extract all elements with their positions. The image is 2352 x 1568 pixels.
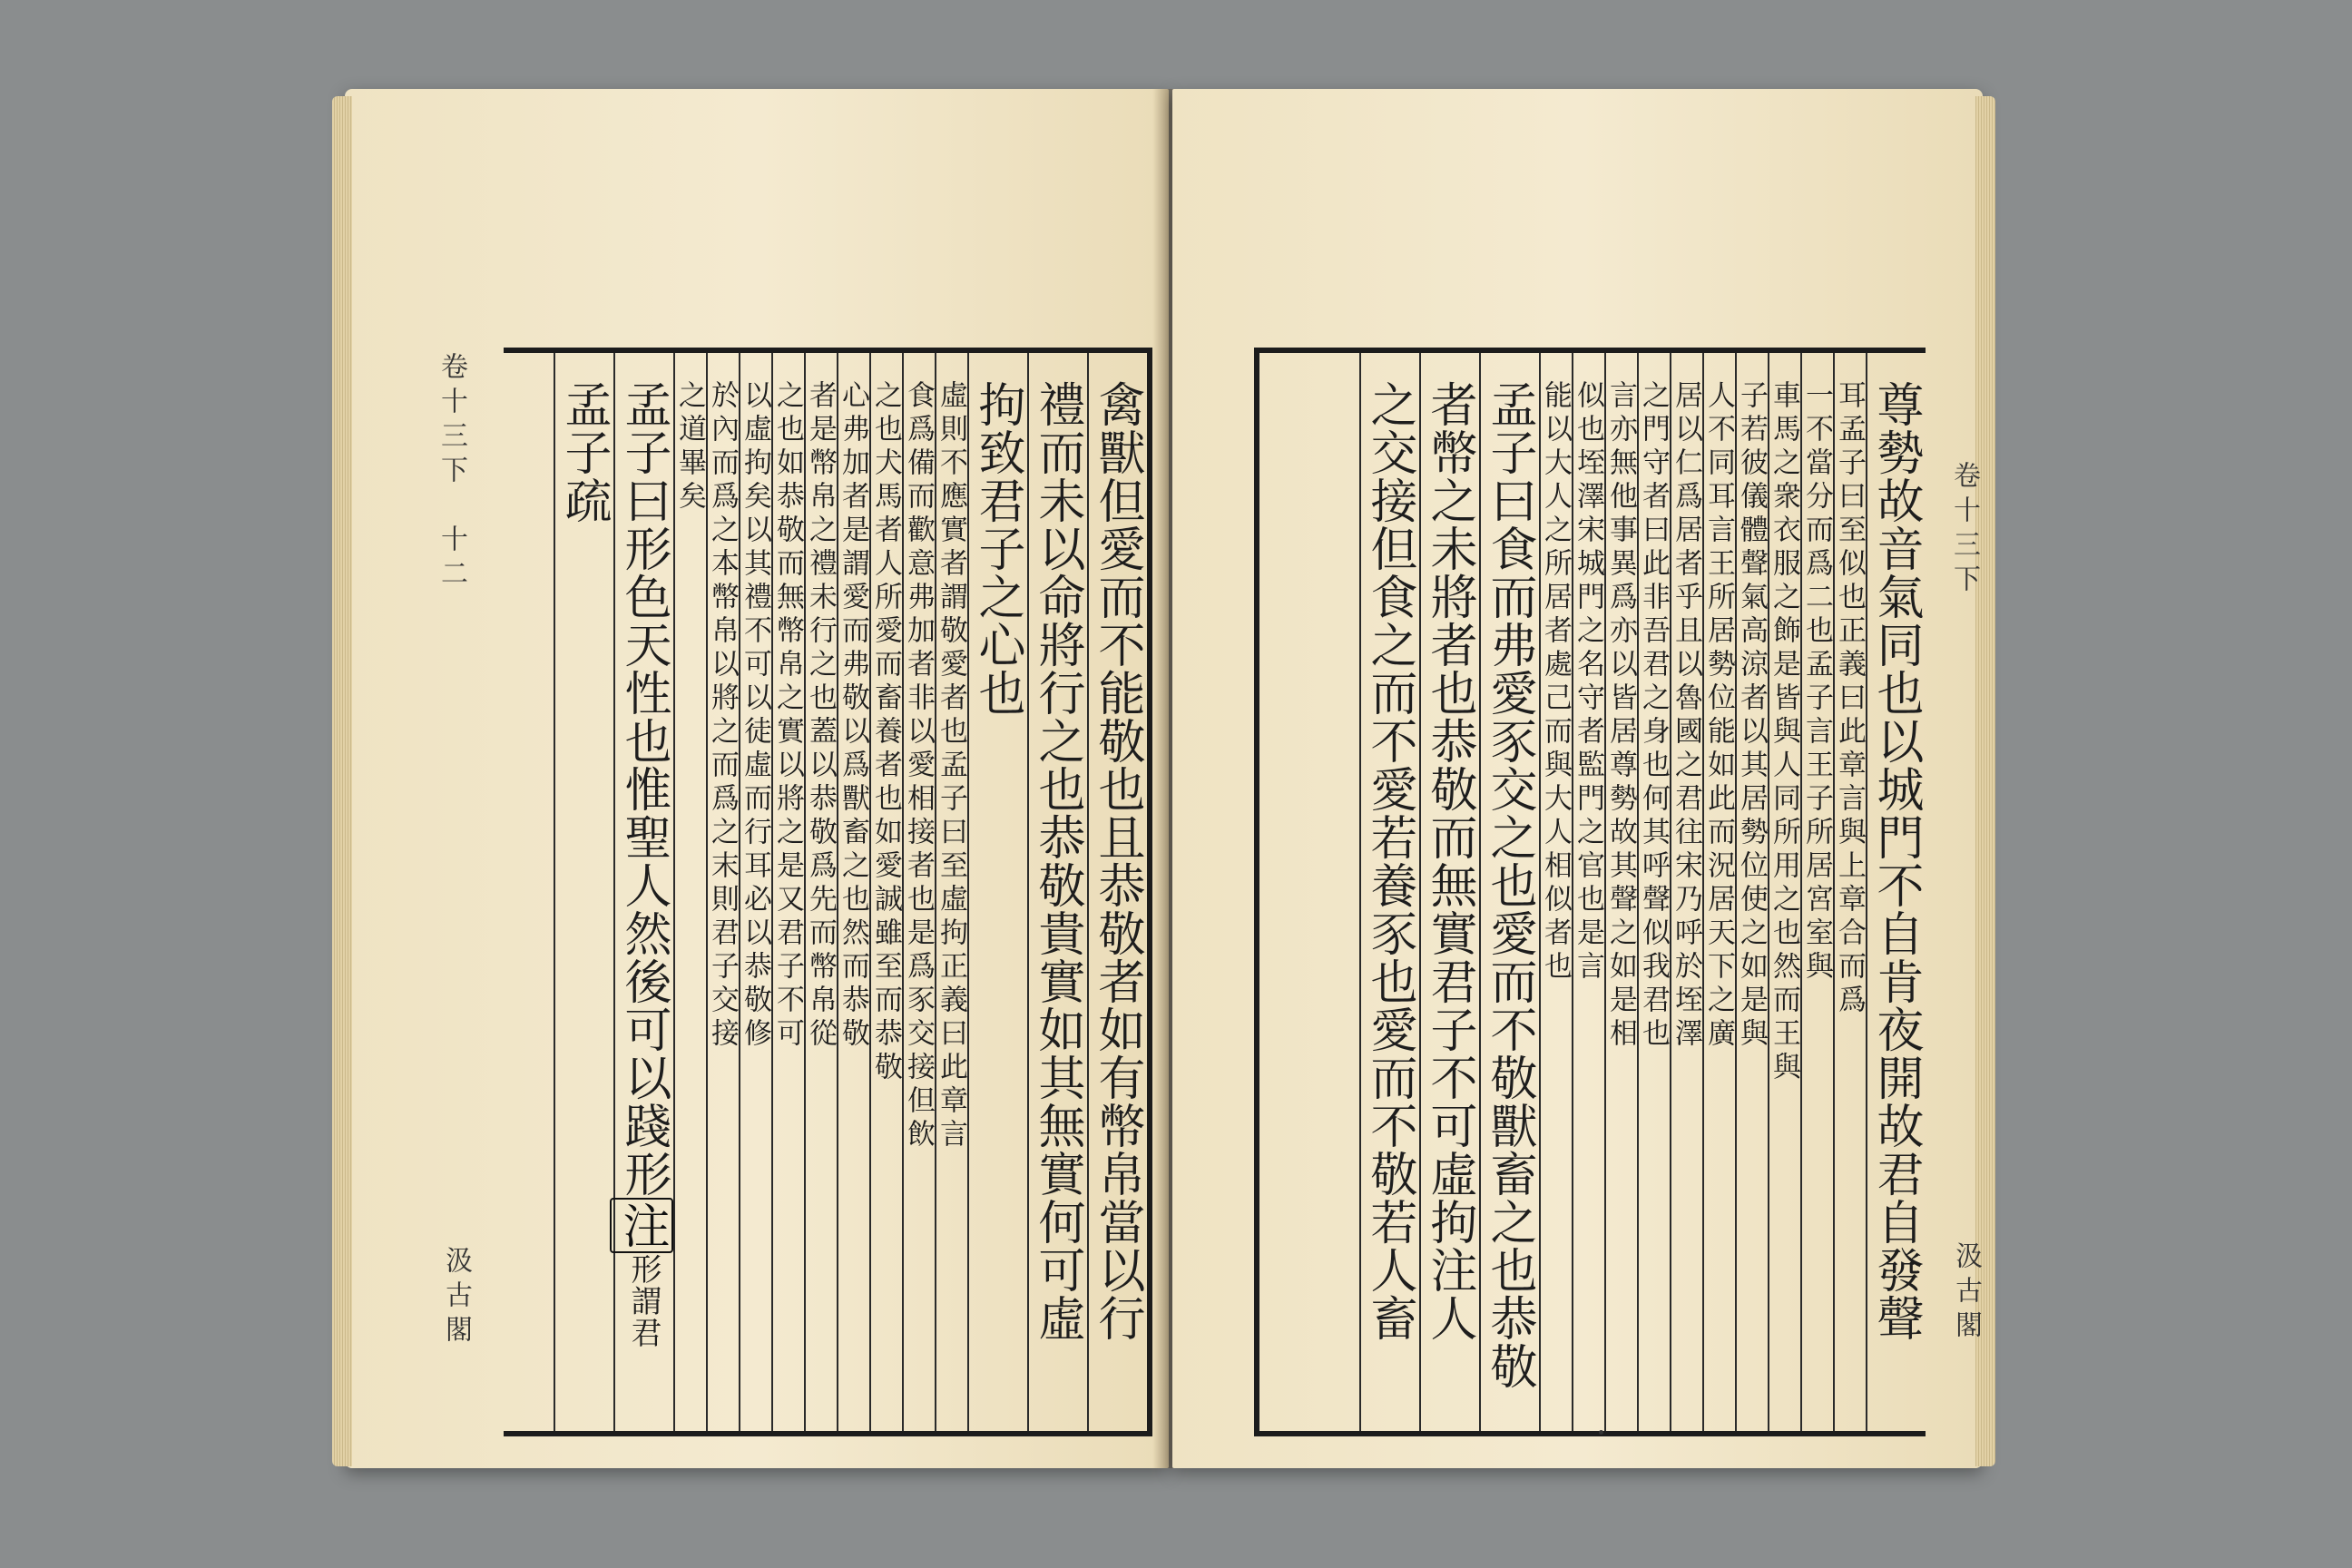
right_page-column-0: 尊勢故音氣同也以城門不自肯夜開故君自發聲 — [1866, 353, 1926, 1431]
right-page — [1172, 89, 1983, 1468]
left_page-column-4: 食爲備而歡意弗加者非以愛相接者也是爲豕交接但飲 — [902, 353, 935, 1431]
left-text-frame — [504, 348, 1152, 1436]
left_page-column-7: 者是幣帛之禮未行之也蓋以恭敬爲先而幣帛從 — [804, 353, 837, 1431]
right_page-column-5: 人不同耳言王所居勢位能如此而況居天下之廣 — [1702, 353, 1735, 1431]
right-text-columns — [1259, 353, 1926, 1431]
left_page-column-2: 拘致君子之心也 — [967, 353, 1027, 1431]
right_page-column-10: 能以大人之所居者處己而與大人相似者也 — [1539, 353, 1572, 1431]
left_page-column-10: 於內而爲之本幣帛以將之而爲之末則君子交接 — [706, 353, 739, 1431]
right-running-head — [1944, 461, 1984, 599]
right_page-column-13: 之交接但食之而不愛若養豕也愛而不敬若人畜 — [1359, 353, 1419, 1431]
right_page-column-3: 車馬之衆衣服之飾是皆與人同所用之也然而王與 — [1768, 353, 1800, 1431]
left-page-edge — [332, 96, 352, 1466]
right_page-column-1: 耳孟子曰至似也正義曰此章言與上章合而爲 — [1833, 353, 1866, 1431]
right_page-column-4: 子若彼儀體聲氣高涼者以其居勢位使之如是與 — [1735, 353, 1768, 1431]
left_page-column-3: 虛則不應實者謂敬愛者也孟子曰至虛拘正義曰此章言 — [935, 353, 967, 1431]
left_page-column-8: 之也如恭敬而無幣帛之實以將之是又君子不可 — [771, 353, 804, 1431]
right_page-column-2: 一不當分而爲二也孟子言王子所居宮室與 — [1800, 353, 1833, 1431]
open-book — [345, 89, 1983, 1482]
right_page-column-11: 孟子曰食而弗愛豕交之也愛而不敬獸畜之也恭敬 — [1479, 353, 1539, 1431]
left_page-column-5: 之也犬馬者人所愛而畜養者也如愛誠雖至而恭敬 — [869, 353, 902, 1431]
left_page-column-12: 孟子曰形色天性也惟聖人然後可以踐形 注 形謂君 — [613, 353, 673, 1431]
left-running-head — [431, 352, 471, 593]
right_page-column-12: 者幣之未將者也恭敬而無實君子不可虛拘注人 — [1419, 353, 1479, 1431]
left-margin-note: 卷十三下 十二 — [436, 352, 467, 593]
ink-speck — [1599, 1430, 1603, 1435]
left-page — [345, 89, 1169, 1468]
right-margin-note: 卷十三下 — [1948, 461, 1980, 599]
annotation-mark: 注 — [610, 1198, 673, 1253]
right_page-column-7: 之門守者曰此非吾君之身也何其呼聲似我君也 — [1637, 353, 1670, 1431]
right_page-column-6: 居以仁爲居者乎且以魯國之君往宋乃呼於垤澤 — [1670, 353, 1702, 1431]
right-publisher-mark: 汲古閣 — [1950, 1241, 1982, 1345]
left-text-columns — [504, 353, 1147, 1431]
left_page-column-1: 禮而未以命將行之也恭敬貴實如其無實何可虛 — [1027, 353, 1087, 1431]
annotation-text: 形謂君 — [625, 1253, 662, 1348]
left_page-column-9: 以虛拘矣以其禮不可以徒虛而行耳必以恭敬修 — [739, 353, 771, 1431]
left_page-column-11: 之道畢矣 — [673, 353, 706, 1431]
left_page-column-0: 禽獸但愛而不能敬也且恭敬者如有幣帛當以行 — [1087, 353, 1147, 1431]
right-text-frame — [1254, 348, 1926, 1436]
left_page-column-6: 心弗加者是謂愛而弗敬以爲獸畜之也然而恭敬 — [837, 353, 869, 1431]
right_page-column-9: 似也垤澤宋城門之名守者監門之官也是言 — [1572, 353, 1604, 1431]
left_page-column-13: 孟子疏 — [554, 353, 613, 1431]
right_page-column-8: 言亦無他事異爲亦以皆居尊勢故其聲之如是相 — [1604, 353, 1637, 1431]
left-publisher-mark: 汲古閣 — [440, 1246, 472, 1349]
